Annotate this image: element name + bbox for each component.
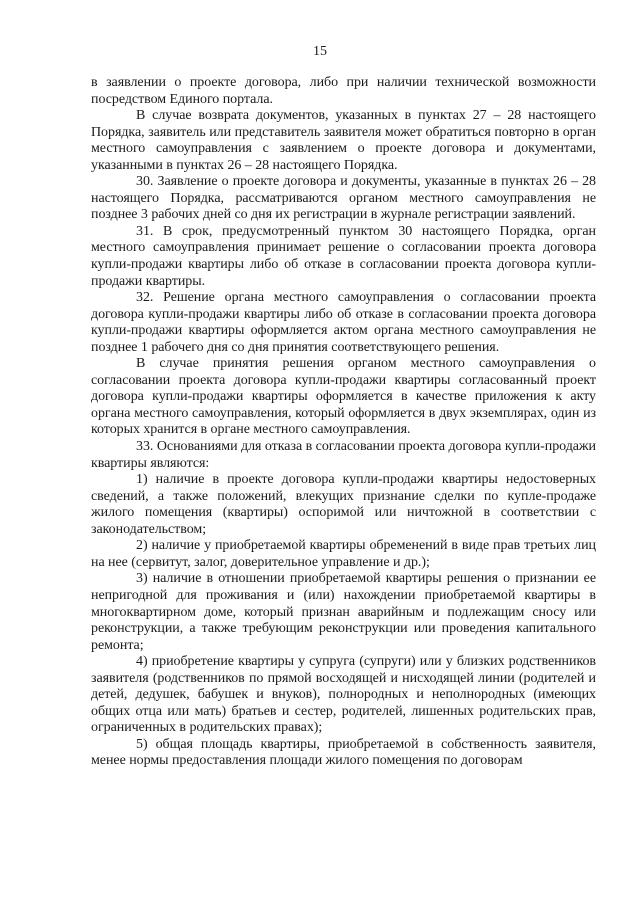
paragraph-approval-case: В случае принятия решения органом местного самоуправления о согласовании проекта договора купли-продажи квартиры согласованный проект договора купли-продажи квартиры оформляется в качестве приложения к акту органа местного самоуправления, который оформляется в двух экземплярах, один из которых хранится в органе местного самоуправления. — [91, 356, 596, 438]
list-item-1: 1) наличие в проекте договора купли-продажи квартиры недостоверных сведений, а также положений, влекущих признание сделки по купле-продаже жилого помещения (квартиры) оспоримой или ничтожной в соответствии с законодательством; — [91, 472, 596, 537]
paragraph-continuation: в заявлении о проекте договора, либо при наличии технической возможности посредством Единого портала. — [91, 75, 596, 107]
document-body — [91, 75, 596, 770]
page-number: 15 — [313, 44, 327, 59]
list-item-3: 3) наличие в отношении приобретаемой квартиры решения о признании ее непригодной для проживания и (или) нахождении приобретаемой квартиры в многоквартирном доме, который признан аварийным и подлежащим сносу или реконструкции, а также требующим реконструкции или проведения капитального ремонта; — [91, 571, 596, 653]
paragraph-item-31: 31. В срок, предусмотренный пунктом 30 настоящего Порядка, орган местного самоуправления принимает решение о согласовании проекта договора купли-продажи квартиры либо об отказе в согласовании проекта договора купли-продажи квартиры. — [91, 223, 596, 289]
list-item-5: 5) общая площадь квартиры, приобретаемой в собственность заявителя, менее нормы предоставления площади жилого помещения по договорам — [91, 736, 596, 769]
list-item-4: 4) приобретение квартиры у супруга (супруги) или у близких родственников заявителя (родственников по прямой восходящей и нисходящей линии (родителей и детей, дедушек, бабушек и внуков), полнородных и неполнородных (имеющих общих отца или мать) братьев и сестер, родителей, лишенных родительских прав, ограниченных в родительских правах); — [91, 654, 596, 736]
paragraph-item-32: 32. Решение органа местного самоуправления о согласовании проекта договора купли-продажи квартиры либо об отказе в согласовании проекта договора купли-продажи квартиры оформляется актом органа местного самоуправления не позднее 1 рабочего дня со дня принятия соответствующего решения. — [91, 290, 596, 355]
paragraph-return-of-documents: В случае возврата документов, указанных в пунктах 27 – 28 настоящего Порядка, заявитель или представитель заявителя может обратиться повторно в орган местного самоуправления с заявлением о проекте договора и документами, указанными в пунктах 26 – 28 настоящего Порядка. — [91, 108, 596, 173]
list-item-2: 2) наличие у приобретаемой квартиры обременений в виде прав третьих лиц на нее (сервитут, залог, доверительное управление и др.); — [91, 538, 596, 570]
paragraph-item-30: 30. Заявление о проекте договора и документы, указанные в пунктах 26 – 28 настоящего Порядка, рассматриваются органом местного самоуправления не позднее 3 рабочих дней со дня их регистрации в журнале регистрации заявлений. — [91, 174, 596, 223]
paragraph-item-33: 33. Основаниями для отказа в согласовании проекта договора купли-продажи квартиры являются: — [91, 439, 596, 471]
